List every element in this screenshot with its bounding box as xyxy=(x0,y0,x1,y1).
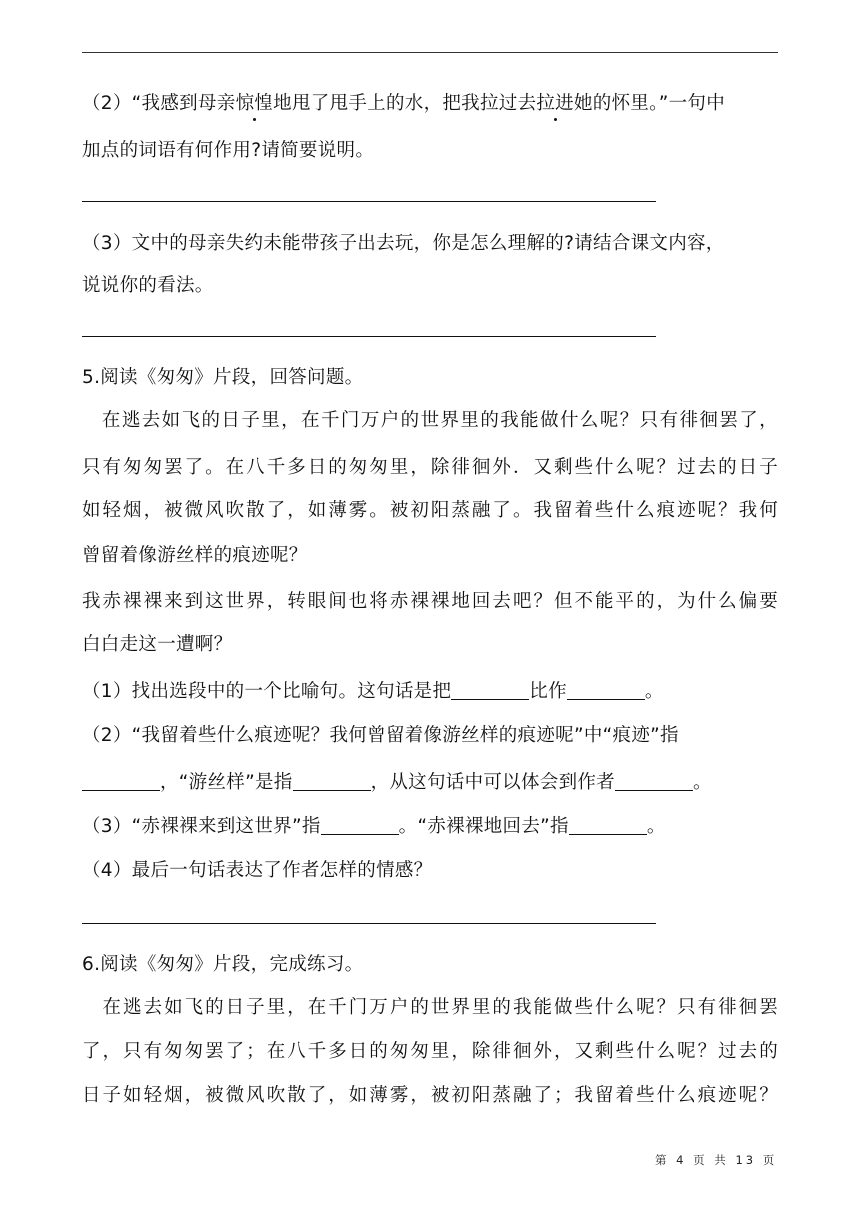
q5-sub1: （1）找出选段中的一个比喻句。这句话是把 比作 。 xyxy=(82,681,664,702)
q5-sub2-line2: ，“游丝样”是指 ，从这句话中可以体会到作者 。 xyxy=(82,770,712,795)
fill-blank[interactable] xyxy=(567,679,645,700)
q5-passage-line: 白白走这一遭啊？ xyxy=(82,634,233,655)
q5-passage-line: 如轻烟，被微风吹散了，如薄雾。被初阳蒸融了。我留着些什么痕迹呢？我何 xyxy=(82,500,778,521)
dotted-word-1: 惊惶 xyxy=(235,93,274,114)
q5-sub2-line1: （2）“我留着些什么痕迹呢？我何曾留着像游丝样的痕迹呢”中“痕迹”指 xyxy=(82,725,679,746)
answer-line[interactable] xyxy=(82,201,656,202)
q5-passage-line: 我赤裸裸来到这世界，转眼间也将赤裸裸地回去吧？但不能平的，为什么偏要 xyxy=(82,591,778,612)
q5-sub3: （3）“赤裸裸来到这世界”指 。“赤裸裸地回去”指 。 xyxy=(82,816,666,837)
answer-line[interactable] xyxy=(82,923,656,924)
fill-blank[interactable] xyxy=(293,770,371,791)
q6-passage-line: 日子如轻烟，被微风吹散了，如薄雾，被初阳蒸融了；我留着些什么痕迹呢？ xyxy=(82,1085,778,1106)
fill-blank[interactable] xyxy=(615,770,693,791)
q4-sub3-line2: 说说你的看法。 xyxy=(82,275,214,296)
fill-blank[interactable] xyxy=(451,679,529,700)
answer-line[interactable] xyxy=(82,336,656,337)
header-rule xyxy=(82,52,778,53)
q4-sub2-line1: （2）“我感到母亲惊惶地甩了甩手上的水，把我拉过去拉进她的怀里。”一句中 xyxy=(82,93,726,114)
q5-passage-line: 曾留着像游丝样的痕迹呢？ xyxy=(82,545,308,566)
page-footer: 第 4 页 共 13 页 xyxy=(655,1153,778,1167)
fill-blank[interactable] xyxy=(82,770,160,791)
q6-heading: 6.阅读《匆匆》片段，完成练习。 xyxy=(82,954,364,975)
fill-blank[interactable] xyxy=(321,814,399,835)
q6-passage-line: 了，只有匆匆罢了；在八千多日的匆匆里，除徘徊外，又剩些什么呢？过去的 xyxy=(82,1041,778,1062)
dotted-word-2: 拉进 xyxy=(536,93,574,114)
q5-sub4: （4）最后一句话表达了作者怎样的情感？ xyxy=(82,860,433,881)
q5-heading: 5.阅读《匆匆》片段，回答问题。 xyxy=(82,367,364,388)
q4-sub2-line2: 加点的词语有何作用?请简要说明。 xyxy=(82,140,375,161)
q5-passage-line: 只有匆匆罢了。在八千多日的匆匆里，除徘徊外．又剩些什么呢？过去的日子 xyxy=(82,457,778,478)
q4-sub3-line1: （3）文中的母亲失约未能带孩子出去玩，你是怎么理解的?请结合课文内容， xyxy=(82,233,725,254)
fill-blank[interactable] xyxy=(569,814,647,835)
q6-passage-line: 在逃去如飞的日子里，在千门万户的世界里的我能做些什么呢？只有徘徊罢 xyxy=(82,997,778,1018)
q5-passage-line: 在逃去如飞的日子里，在千门万户的世界里的我能做什么呢？只有徘徊罢了， xyxy=(82,410,778,431)
